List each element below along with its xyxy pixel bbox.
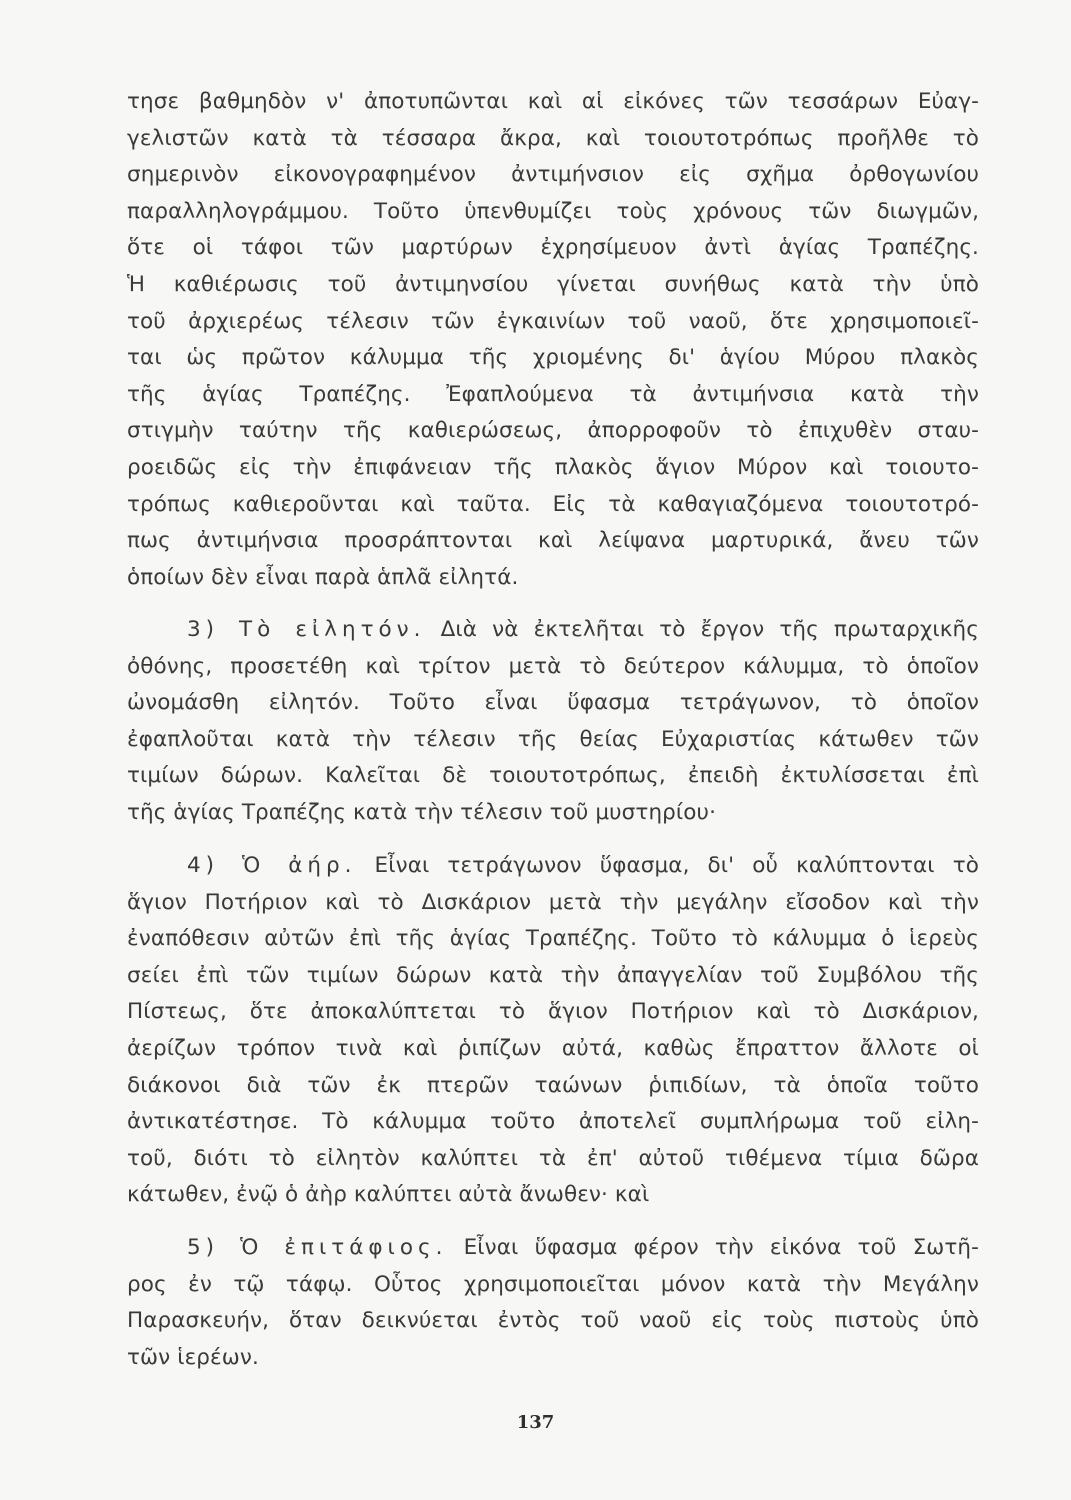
text-line: τοῦ ἀρχιερέως τέλεσιν τῶν ἐγκαινίων τοῦ ναοῦ, ὅτε χρησιμοποιεῖ- bbox=[127, 308, 979, 334]
text-line: σημερινὸν εἰκονογραφημένον ἀντιμήνσιον εἰς σχῆμα ὀρθογωνίου bbox=[127, 162, 979, 188]
text-line: ἅγιον Ποτήριον καὶ τὸ Δισκάριον μετὰ τὴν μεγάλην εἴσοδον καὶ τὴν bbox=[127, 889, 979, 915]
paragraph-epitaphios bbox=[127, 1230, 979, 1376]
text-line: ἀντικατέστησε. Τὸ κάλυμμα τοῦτο ἀποτελεῖ συμπλήρωμα τοῦ εἰλη- bbox=[127, 1109, 979, 1135]
text-line: ροειδῶς εἰς τὴν ἐπιφάνειαν τῆς πλακὸς ἅγιον Μύρον καὶ τοιουτο- bbox=[127, 454, 979, 480]
text-line: τῶν ἱερέων. bbox=[127, 1344, 259, 1370]
text-line: στιγμὴν ταύτην τῆς καθιερώσεως, ἀπορροφοῦν τὸ ἐπιχυθὲν σταυ- bbox=[127, 418, 979, 444]
section-heading: 3) Τὸ εἰλητόν. bbox=[187, 617, 426, 642]
text-line: ὠνομάσθη εἰλητόν. Τοῦτο εἶναι ὕφασμα τετράγωνον, τὸ ὁποῖον bbox=[127, 690, 979, 716]
text-line: διάκονοι διὰ τῶν ἐκ πτερῶν ταώνων ῥιπιδίων, τὰ ὁποῖα τοῦτο bbox=[127, 1072, 979, 1098]
text-line: κάτωθεν, ἐνῷ ὁ ἀὴρ καλύπτει αὐτὰ ἄνωθεν· καὶ bbox=[127, 1182, 650, 1208]
paragraph-antimension bbox=[127, 84, 979, 596]
section-heading: 4) Ὁ ἀήρ. bbox=[187, 853, 357, 878]
text-line: ἐφαπλοῦται κατὰ τὴν τέλεσιν τῆς θείας Εὐχαριστίας κάτωθεν τῶν bbox=[127, 726, 979, 752]
text-line: τοῦ, διότι τὸ εἰλητὸν καλύπτει τὰ ἐπ' αὐτοῦ τιθέμενα τίμια δῶρα bbox=[127, 1145, 979, 1171]
text-line-rest: Εἶναι τετράγωνον ὕφασμα, δι' οὗ καλύπτονται τὸ bbox=[374, 853, 979, 878]
text-line: ἀερίζων τρόπον τινὰ καὶ ῥιπίζων αὐτά, καθὼς ἔπραττον ἄλλοτε οἱ bbox=[127, 1035, 979, 1061]
text-line: ἐναπόθεσιν αὐτῶν ἐπὶ τῆς ἁγίας Τραπέζης. Τοῦτο τὸ κάλυμμα ὁ ἱερεὺς bbox=[127, 926, 979, 952]
text-line bbox=[127, 1230, 979, 1267]
text-line: σείει ἐπὶ τῶν τιμίων δώρων κατὰ τὴν ἀπαγγελίαν τοῦ Συμβόλου τῆς bbox=[127, 962, 979, 988]
page-number: 137 bbox=[516, 1412, 555, 1433]
paragraph-aer bbox=[127, 848, 979, 1214]
text-line bbox=[127, 612, 979, 649]
text-line: τῆς ἁγίας Τραπέζης κατὰ τὴν τέλεσιν τοῦ μυστηρίου· bbox=[127, 799, 717, 825]
text-line: τῆς ἁγίας Τραπέζης. Ἐφαπλούμενα τὰ ἀντιμήνσια κατὰ τὴν bbox=[127, 381, 979, 407]
text-line: ὅτε οἱ τάφοι τῶν μαρτύρων ἐχρησίμευον ἀντὶ ἁγίας Τραπέζης. bbox=[127, 235, 979, 261]
text-line: Παρασκευήν, ὅταν δεικνύεται ἐντὸς τοῦ ναοῦ εἰς τοὺς πιστοὺς ὑπὸ bbox=[127, 1308, 979, 1334]
paragraph-eiliton bbox=[127, 612, 979, 832]
text-line: Πίστεως, ὅτε ἀποκαλύπτεται τὸ ἅγιον Ποτήριον καὶ τὸ Δισκάριον, bbox=[127, 999, 979, 1025]
text-line-rest: Εἶναι ὕφασμα φέρον τὴν εἰκόνα τοῦ Σωτῆ- bbox=[463, 1235, 979, 1260]
text-line-rest: Διὰ νὰ ἐκτελῆται τὸ ἔργον τῆς πρωταρχικῆς bbox=[440, 617, 979, 642]
text-line bbox=[127, 848, 979, 885]
text-line: πως ἀντιμήνσια προσράπτονται καὶ λείψανα μαρτυρικά, ἄνευ τῶν bbox=[127, 528, 979, 554]
text-line: ὀθόνης, προσετέθη καὶ τρίτον μετὰ τὸ δεύτερον κάλυμμα, τὸ ὁποῖον bbox=[127, 653, 979, 679]
text-line: τιμίων δώρων. Καλεῖται δὲ τοιουτοτρόπως, ἐπειδὴ ἐκτυλίσσεται ἐπὶ bbox=[127, 763, 979, 789]
text-line: ὁποίων δὲν εἶναι παρὰ ἁπλᾶ εἰλητά. bbox=[127, 564, 519, 590]
text-line: Ἡ καθιέρωσις τοῦ ἀντιμηνσίου γίνεται συνήθως κατὰ τὴν ὑπὸ bbox=[127, 271, 979, 297]
text-line: ρος ἐν τῷ τάφῳ. Οὗτος χρησιμοποιεῖται μόνον κατὰ τὴν Μεγάλην bbox=[127, 1271, 979, 1297]
text-line: παραλληλογράμμου. Τοῦτο ὑπενθυμίζει τοὺς χρόνους τῶν διωγμῶν, bbox=[127, 198, 979, 224]
section-heading: 5) Ὁ ἐπιτάφιος. bbox=[187, 1235, 448, 1260]
text-line: γελιστῶν κατὰ τὰ τέσσαρα ἄκρα, καὶ τοιουτοτρόπως προῆλθε τὸ bbox=[127, 125, 979, 151]
text-line: ται ὡς πρῶτον κάλυμμα τῆς χριομένης δι' ἁγίου Μύρου πλακὸς bbox=[127, 345, 979, 371]
text-line: τησε βαθμηδὸν ν' ἀποτυπῶνται καὶ αἱ εἰκόνες τῶν τεσσάρων Εὐαγ- bbox=[127, 89, 979, 114]
text-line: τρόπως καθιεροῦνται καὶ ταῦτα. Εἰς τὰ καθαγιαζόμενα τοιουτοτρό- bbox=[127, 491, 979, 517]
